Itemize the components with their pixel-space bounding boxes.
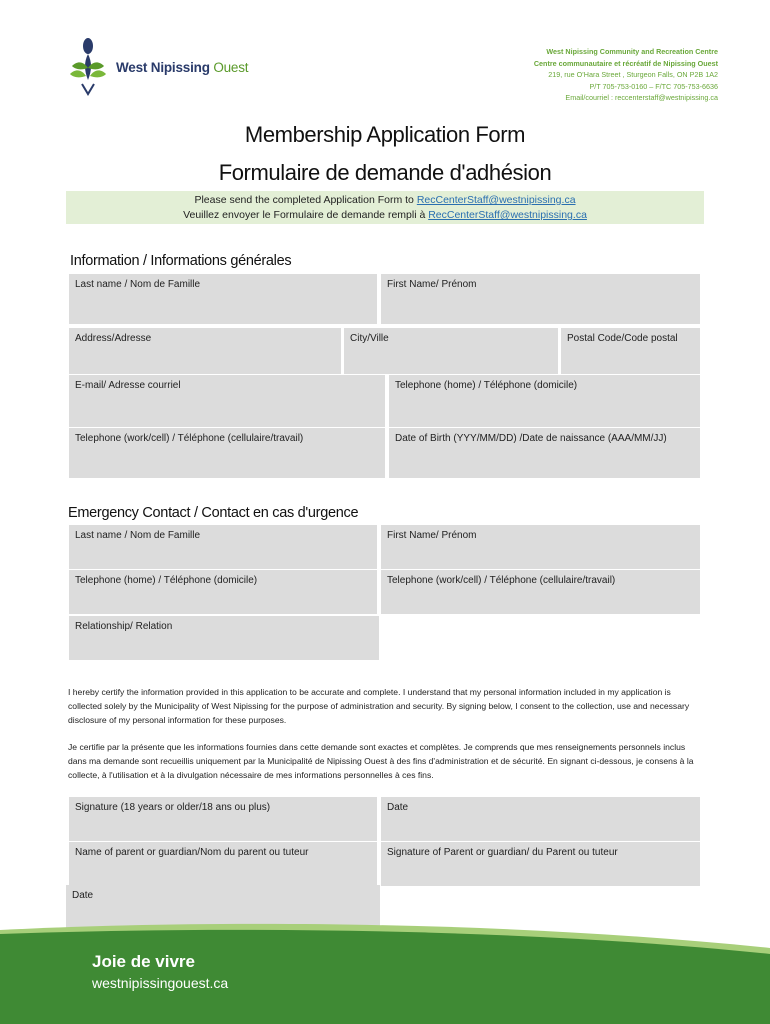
logo-word-ouest: Ouest <box>213 60 249 75</box>
form-title-fr: Formulaire de demande d'adhésion <box>218 160 552 185</box>
relationship-field[interactable] <box>69 616 379 660</box>
signature-field[interactable] <box>69 797 377 841</box>
send-line-en <box>66 193 704 208</box>
emergency-work-phone-label: Telephone (work/cell) / Téléphone (cellulaire/travail) <box>387 575 616 586</box>
certification-en: I hereby certify the information provided in this application to be accurate and complete. I understand that my personal information included in my application is collected solely by the Municipality of West Nipissing for the purpose of administration and security. By signing below, I consent to the collection, use and necessary disclosure of my personal information for these purposes. <box>68 687 690 725</box>
emergency-last-name-label: Last name / Nom de Famille <box>75 530 201 541</box>
emergency-home-phone-label: Telephone (home) / Téléphone (domicile) <box>75 575 258 586</box>
last-name-label: Last name / Nom de Famille <box>75 279 201 290</box>
info-section-heading: Information / Informations générales <box>70 253 292 269</box>
address-label: Address/Adresse <box>75 333 152 344</box>
logo-word-nipissing: Nipissing <box>150 60 210 75</box>
parent-name-field[interactable] <box>69 842 377 886</box>
email-field[interactable] <box>69 375 385 427</box>
parent-date-label: Date <box>72 890 94 901</box>
footer-banner <box>0 920 770 1024</box>
last-name-field[interactable] <box>69 274 377 324</box>
logo-emblem-icon <box>66 36 116 96</box>
footer-tagline: Joie de vivre <box>92 952 196 971</box>
emergency-first-name-label: First Name/ Prénom <box>387 530 477 541</box>
city-label: City/Ville <box>350 333 389 344</box>
emergency-last-name-field[interactable] <box>69 525 377 569</box>
postal-code-label: Postal Code/Code postal <box>567 333 678 344</box>
postal-code-field[interactable] <box>561 328 700 374</box>
emergency-home-phone-field[interactable] <box>69 570 377 614</box>
emergency-work-phone-field[interactable] <box>381 570 700 614</box>
organization-address <box>534 46 718 104</box>
city-field[interactable] <box>344 328 558 374</box>
footer-website: westnipissingouest.ca <box>92 975 229 991</box>
date-of-birth-label: Date of Birth (YYY/MM/DD) /Date de naissance (AAA/MM/JJ) <box>395 433 667 444</box>
date-of-birth-field[interactable] <box>389 428 700 478</box>
home-phone-field[interactable] <box>389 375 700 427</box>
send-text-en: Please send the completed Application Form to <box>194 194 417 206</box>
parent-signature-label: Signature of Parent or guardian/ du Parent ou tuteur <box>387 847 618 858</box>
send-instructions <box>66 191 704 224</box>
send-text-fr: Veuillez envoyer le Formulaire de demande rempli à <box>183 209 429 221</box>
email-link-en[interactable]: RecCenterStaff@westnipissing.ca <box>416 194 576 206</box>
signature-label: Signature (18 years or older/18 ans ou plus) <box>75 802 271 813</box>
date-label: Date <box>387 802 409 813</box>
work-phone-field[interactable] <box>69 428 385 478</box>
parent-signature-field[interactable] <box>381 842 700 886</box>
address-field[interactable] <box>69 328 341 374</box>
first-name-label: First Name/ Prénom <box>387 279 477 290</box>
email-link-fr[interactable]: RecCenterStaff@westnipissing.ca <box>428 209 587 221</box>
footer-wave-graphic <box>0 920 770 1024</box>
form-title-en: Membership Application Form <box>244 122 526 147</box>
west-nipissing-logo <box>66 36 249 96</box>
org-street: 219, rue O’Hara Street , Sturgeon Falls, ON P2B 1A2 <box>548 70 718 80</box>
org-phone: P/T 705-753-0160 – F/TC 705-753-6636 <box>589 81 718 91</box>
date-field[interactable] <box>381 797 700 841</box>
org-name-fr: Centre communautaire et récréatif de Nipissing Ouest <box>533 58 718 68</box>
work-phone-label: Telephone (work/cell) / Téléphone (cellulaire/travail) <box>75 433 304 444</box>
logo-word-west: West <box>116 60 148 75</box>
email-label: E-mail/ Adresse courriel <box>75 380 181 391</box>
relationship-label: Relationship/ Relation <box>75 621 173 632</box>
home-phone-label: Telephone (home) / Téléphone (domicile) <box>395 380 578 391</box>
parent-name-label: Name of parent or guardian/Nom du parent ou tuteur <box>75 847 309 858</box>
org-name-en: West Nipissing Community and Recreation Centre <box>546 47 718 56</box>
emergency-first-name-field[interactable] <box>381 525 700 569</box>
org-email: Email/courriel : reccenterstaff@westnipissing.ca <box>565 93 718 103</box>
certification-fr: Je certifie par la présente que les informations fournies dans cette demande sont exactes et complètes. Je comprends que mes renseignements personnels inclus dans ma demande sont recueillis uniquement par la Municipalité de Nipissing Ouest à des fins d'administration et de sécurité. En signant ci-dessous, je consens à la collecte, à l'utilisation et à la divulgation nécessaire de mes informations personnelles à ces fins. <box>68 742 694 780</box>
send-line-fr <box>66 208 704 223</box>
first-name-field[interactable] <box>381 274 700 324</box>
logo-wordmark <box>116 60 248 75</box>
emergency-section-heading: Emergency Contact / Contact en cas d'urgence <box>68 505 359 521</box>
